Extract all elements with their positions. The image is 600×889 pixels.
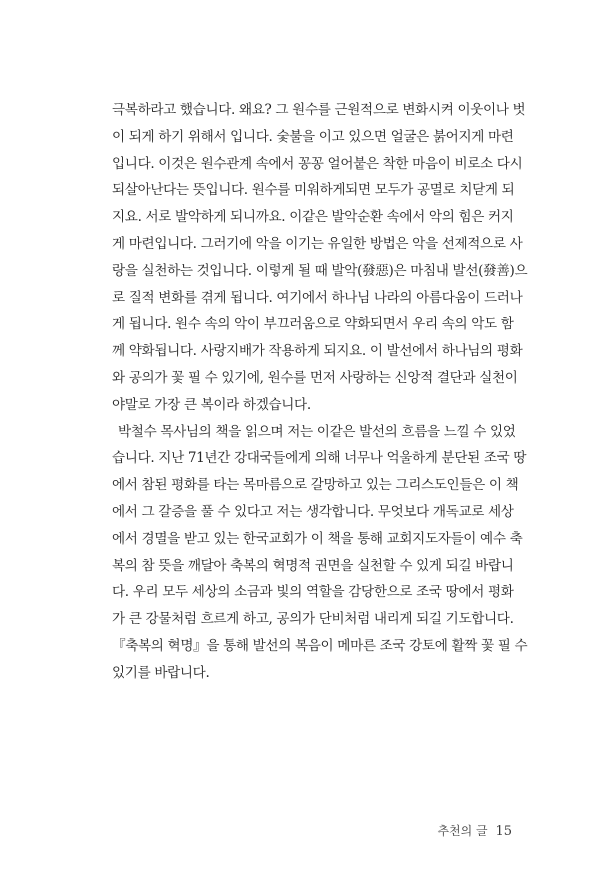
paragraph-1-line-10: 께 약화됩니다. 사랑지배가 작용하게 되지요. 이 발선에서 하나님의 평화 bbox=[112, 343, 523, 360]
paragraph-2-line-7: 다. 우리 모두 세상의 소금과 빛의 역할을 감당한으로 조국 땅에서 평화 bbox=[112, 584, 514, 601]
paragraph-1-line-8: 로 질적 변화를 겪게 됩니다. 여기에서 하나님 나라의 아름다움이 드러나 bbox=[112, 289, 523, 306]
paragraph-1-line-2: 이 되게 하기 위해서 입니다. 숯불을 이고 있으면 얼굴은 붉어지게 마련 bbox=[112, 128, 514, 145]
paragraph-1-line-9: 게 됩니다. 원수 속의 악이 부끄러움으로 약화되면서 우리 속의 악도 함 bbox=[112, 316, 514, 333]
page-number: 15 bbox=[495, 824, 512, 839]
paragraph-2-line-9: 『축복의 혁명』을 통해 발선의 복음이 메마른 조국 강토에 활짝 꽃 필 수 bbox=[112, 637, 528, 654]
body-text bbox=[112, 97, 528, 687]
paragraph-2-line-2: 습니다. 지난 71년간 강대국들에게 의해 너무나 억울하게 분단된 조국 땅 bbox=[112, 450, 527, 467]
paragraph-1-line-3: 입니다. 이것은 원수관계 속에서 꽁꽁 얼어붙은 착한 마음이 비로소 다시 bbox=[112, 155, 523, 172]
paragraph-2-line-3: 에서 참된 평화를 타는 목마름으로 갈망하고 있는 그리스도인들은 이 책 bbox=[112, 477, 519, 494]
paragraph-1-line-12: 야말로 가장 큰 복이라 하겠습니다. bbox=[112, 396, 311, 413]
paragraph-2-line-10: 있기를 바랍니다. bbox=[112, 664, 210, 681]
paragraph-1-line-6: 게 마련입니다. 그러기에 악을 이기는 유일한 방법은 악을 선제적으로 사 bbox=[112, 235, 523, 252]
paragraph-2-line-5: 에서 경멸을 받고 있는 한국교회가 이 책을 통해 교회지도자들이 예수 축 bbox=[112, 530, 523, 547]
paragraph-1-line-11: 와 공의가 꽃 필 수 있기에, 원수를 먼저 사랑하는 신앙적 결단과 실천이 bbox=[112, 369, 518, 386]
footer-section-title: 추천의 글 bbox=[437, 824, 488, 838]
paragraph-1-line-1: 극복하라고 했습니다. 왜요? 그 원수를 근원적으로 변화시켜 이웃이나 벗 bbox=[112, 102, 526, 118]
paragraph-2-line-1: 박철수 목사님의 책을 읽으며 저는 이같은 발선의 흐름을 느낄 수 있었 bbox=[118, 423, 516, 440]
paragraph-2-line-4: 에서 그 갈증을 풀 수 있다고 저는 생각합니다. 무엇보다 개독교로 세상 bbox=[112, 503, 514, 520]
paragraph-2-line-8: 가 큰 강물처럼 흐르게 하고, 공의가 단비처럼 내리게 되길 기도합니다. bbox=[112, 611, 514, 628]
paragraph-1-line-4: 되살아난다는 뜻입니다. 원수를 미워하게되면 모두가 공멸로 치닫게 되 bbox=[112, 182, 515, 199]
paragraph-2-line-6: 복의 참 뜻을 깨달아 축복의 혁명적 권면을 실천할 수 있게 되길 바랍니 bbox=[112, 557, 514, 574]
paragraph-1-line-7: 랑을 실천하는 것입니다. 이렇게 될 때 발악(發惡)은 마침내 발선(發善)으 bbox=[112, 262, 528, 279]
page-footer bbox=[437, 822, 512, 839]
paragraph-1-line-5: 지요. 서로 발악하게 되니까요. 이같은 발악순환 속에서 악의 힘은 커지 bbox=[112, 209, 514, 226]
